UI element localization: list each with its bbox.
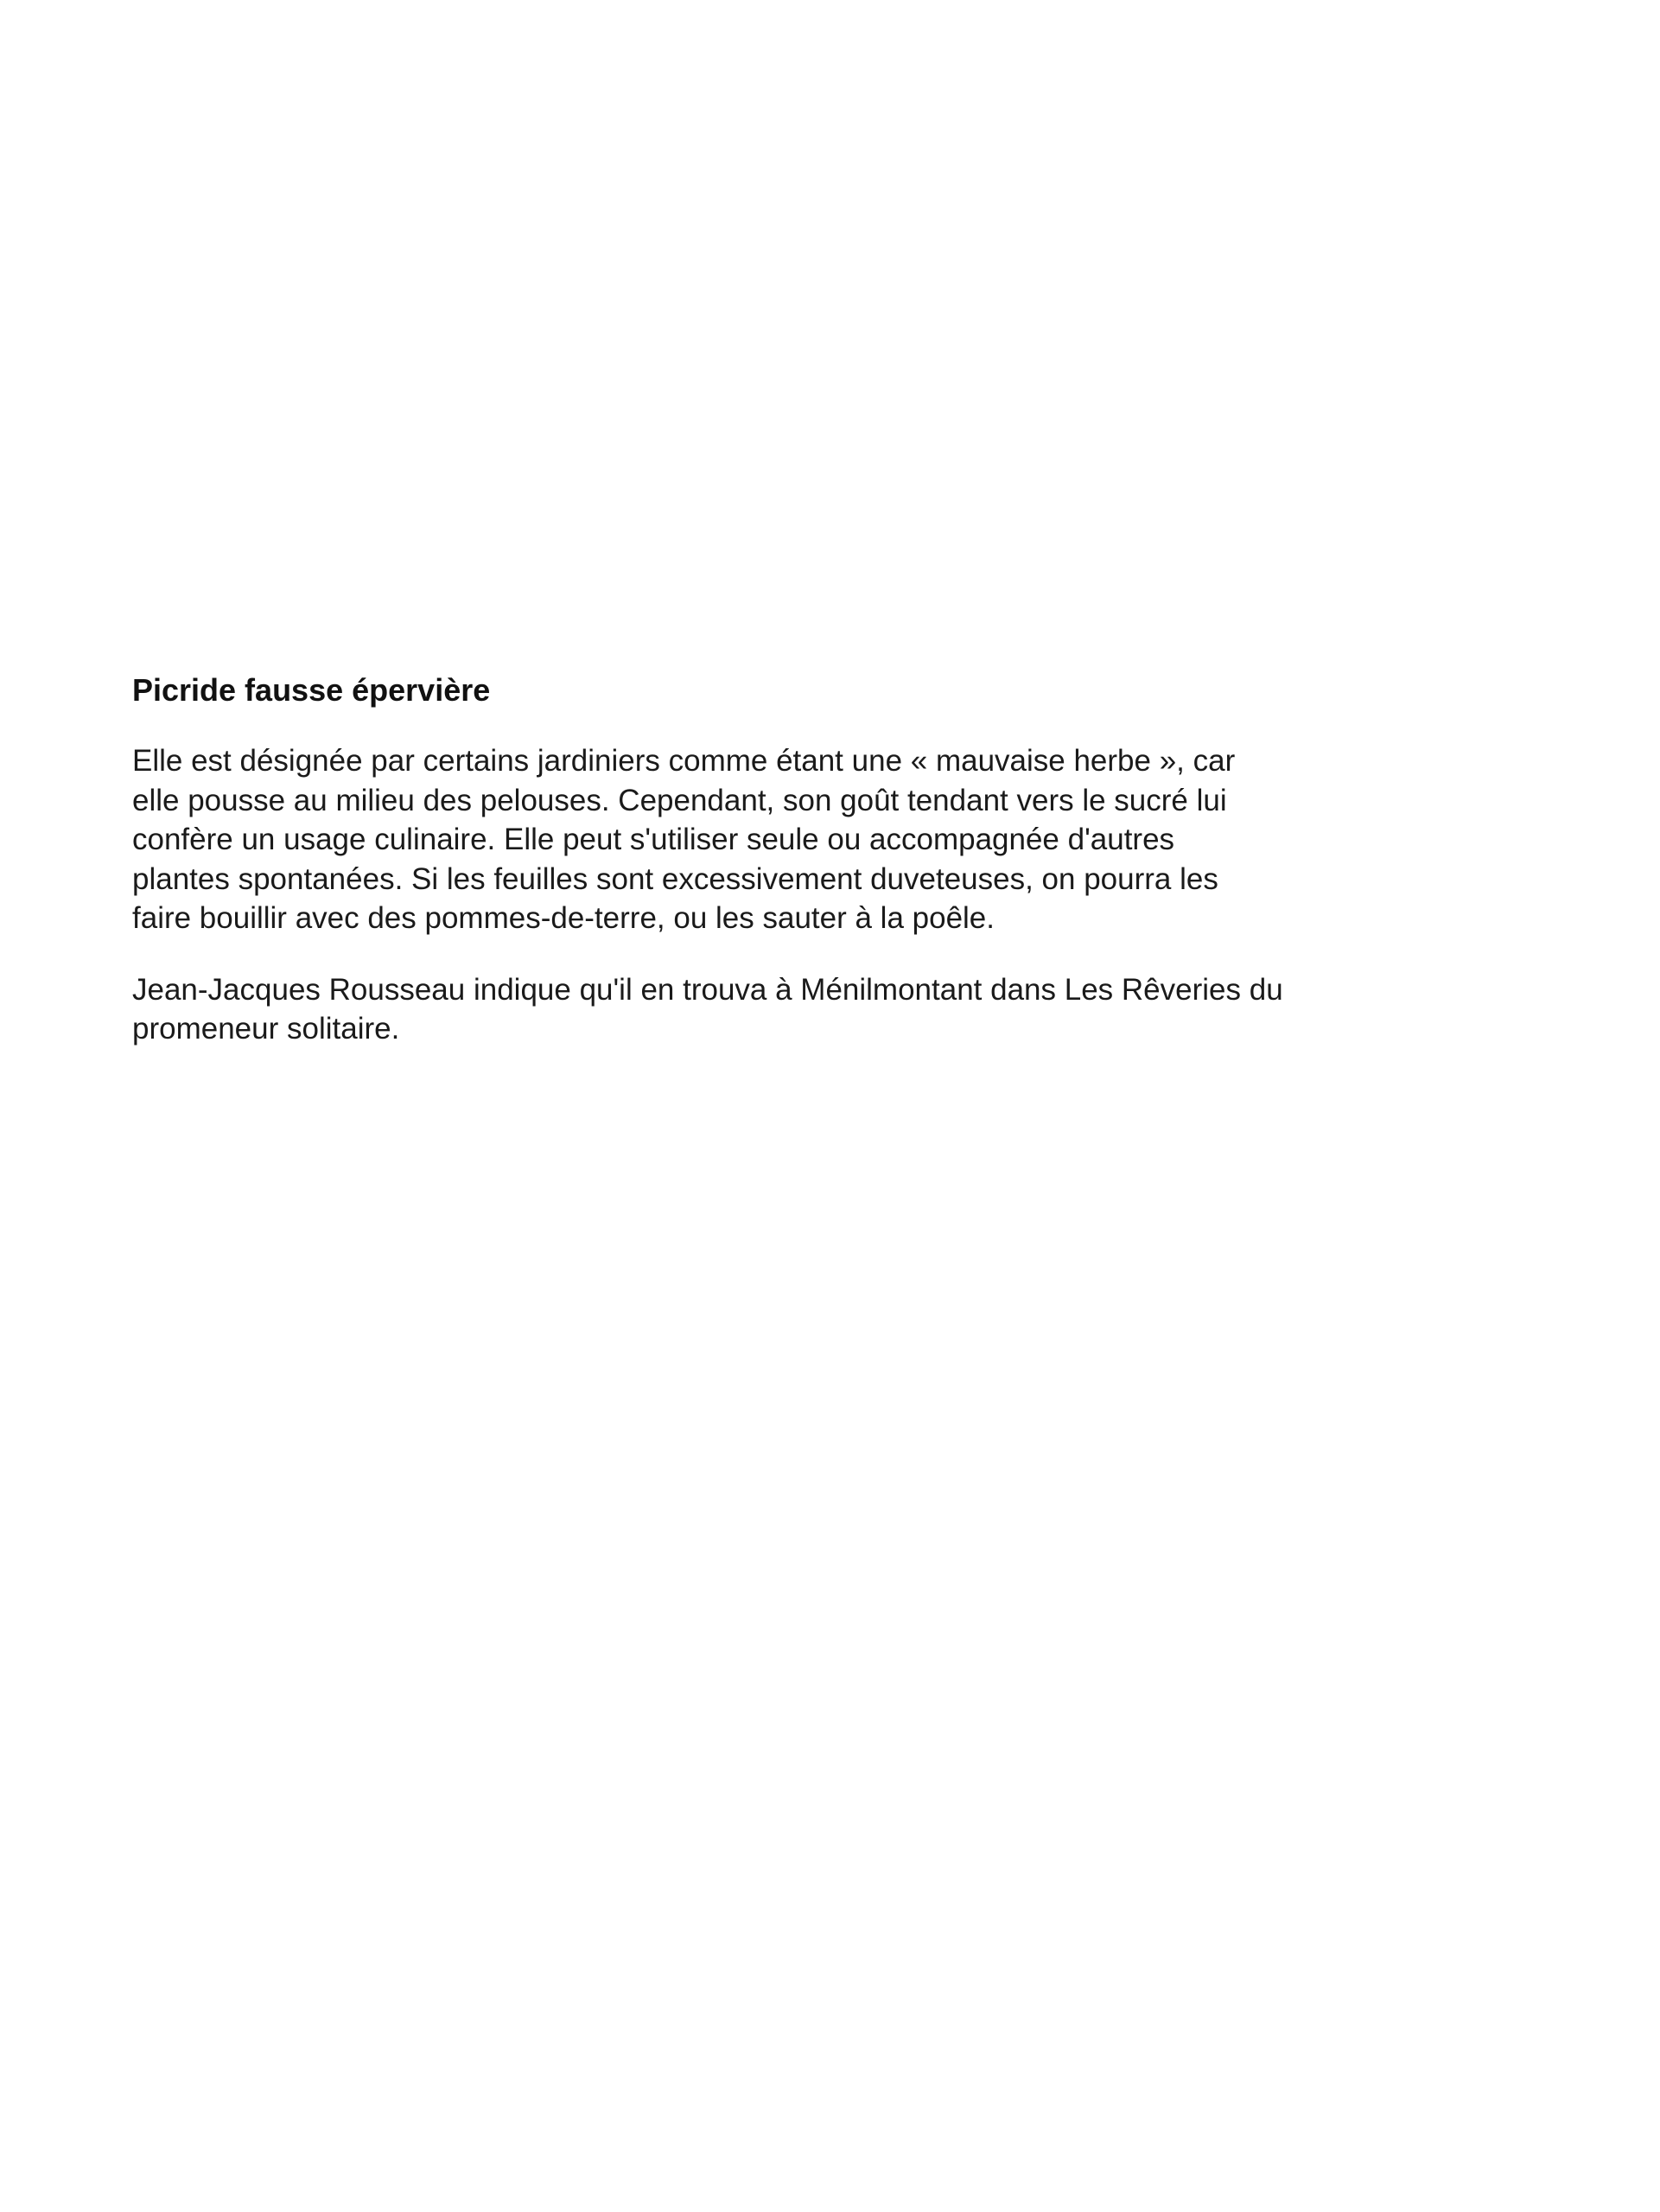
text-line: elle pousse au milieu des pelouses. Cependant, son goût tendant vers le sucré lui	[132, 783, 1227, 817]
document-title: Picride fausse épervière	[132, 672, 491, 708]
text-line: Elle est désignée par certains jardiniers comme étant une « mauvaise herbe », car	[132, 744, 1236, 778]
text-line: Jean-Jacques Rousseau indique qu'il en trouva à Ménilmontant dans Les Rêveries du	[132, 972, 1283, 1007]
text-line: confère un usage culinaire. Elle peut s'utiliser seule ou accompagnée d'autres	[132, 823, 1175, 856]
paragraph-rousseau	[132, 970, 1402, 1049]
text-line: plantes spontanées. Si les feuilles sont excessivement duveteuses, on pourra les	[132, 861, 1218, 896]
text-line: promeneur solitaire.	[132, 1012, 400, 1046]
text-line: faire bouillir avec des pommes-de-terre, ou les sauter à la poêle.	[132, 901, 995, 935]
document-body	[132, 670, 1402, 1049]
paragraph-description	[132, 741, 1402, 938]
